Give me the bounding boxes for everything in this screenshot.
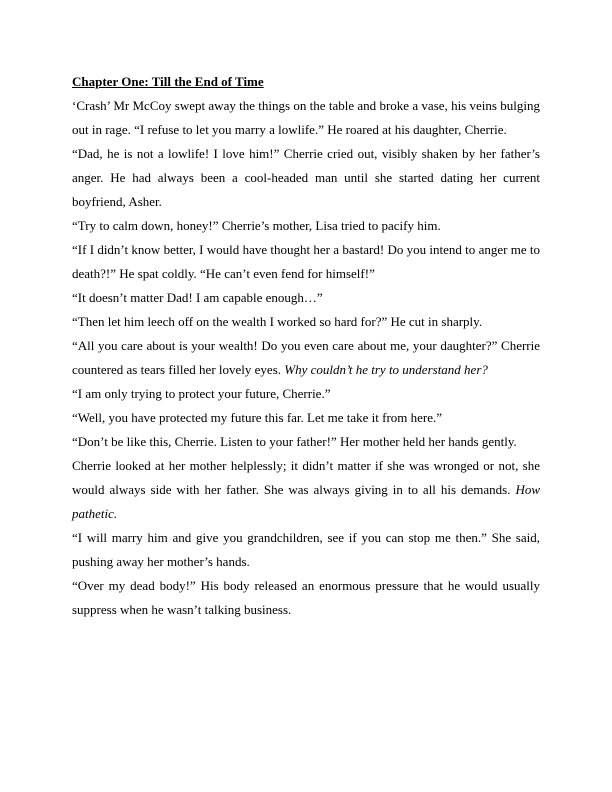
paragraph	[72, 430, 540, 454]
paragraph-text: “It doesn’t matter Dad! I am capable enough…”	[72, 290, 323, 305]
italic-thought: How pathetic.	[72, 482, 540, 521]
chapter-body	[72, 94, 540, 622]
paragraph-text: “All you care about is your wealth! Do you even care about me, your daughter?” Cherrie countered as tears filled her lovely eyes.	[72, 338, 540, 377]
paragraph-text: “Don’t be like this, Cherrie. Listen to your father!” Her mother held her hands gently.	[72, 434, 517, 449]
paragraph-text: “I am only trying to protect your future, Cherrie.”	[72, 386, 331, 401]
paragraph	[72, 382, 540, 406]
paragraph	[72, 94, 540, 142]
paragraph-text: “Well, you have protected my future this far. Let me take it from here.”	[72, 410, 443, 425]
document-page	[72, 70, 540, 622]
paragraph	[72, 310, 540, 334]
paragraph	[72, 214, 540, 238]
paragraph-text: ‘Crash’ Mr McCoy swept away the things on the table and broke a vase, his veins bulging out in rage. “I refuse to let you marry a lowlife.” He roared at his daughter, Cherrie.	[72, 98, 540, 137]
paragraph	[72, 526, 540, 574]
paragraph-text: “Over my dead body!” His body released an enormous pressure that he would usually suppress when he wasn’t talking business.	[72, 578, 540, 617]
italic-thought: Why couldn’t he try to understand her?	[284, 362, 488, 377]
paragraph	[72, 238, 540, 286]
paragraph	[72, 334, 540, 382]
paragraph-text: “Try to calm down, honey!” Cherrie’s mother, Lisa tried to pacify him.	[72, 218, 441, 233]
paragraph-text: “If I didn’t know better, I would have thought her a bastard! Do you intend to anger me to death?!” He spat coldly. “He can’t even fend for himself!”	[72, 242, 540, 281]
paragraph	[72, 454, 540, 526]
paragraph	[72, 406, 540, 430]
paragraph-text: Cherrie looked at her mother helplessly; it didn’t matter if she was wronged or not, she would always side with her father. She was always giving in to all his demands.	[72, 458, 540, 497]
paragraph-text: “Then let him leech off on the wealth I worked so hard for?” He cut in sharply.	[72, 314, 483, 329]
paragraph	[72, 142, 540, 214]
paragraph	[72, 574, 540, 622]
paragraph	[72, 286, 540, 310]
paragraph-text: “Dad, he is not a lowlife! I love him!” Cherrie cried out, visibly shaken by her father’s anger. He had always been a cool-headed man until she started dating her current boyfriend, Asher.	[72, 146, 540, 209]
chapter-title: Chapter One: Till the End of Time	[72, 74, 264, 89]
paragraph-text: “I will marry him and give you grandchildren, see if you can stop me then.” She said, pushing away her mother’s hands.	[72, 530, 540, 569]
